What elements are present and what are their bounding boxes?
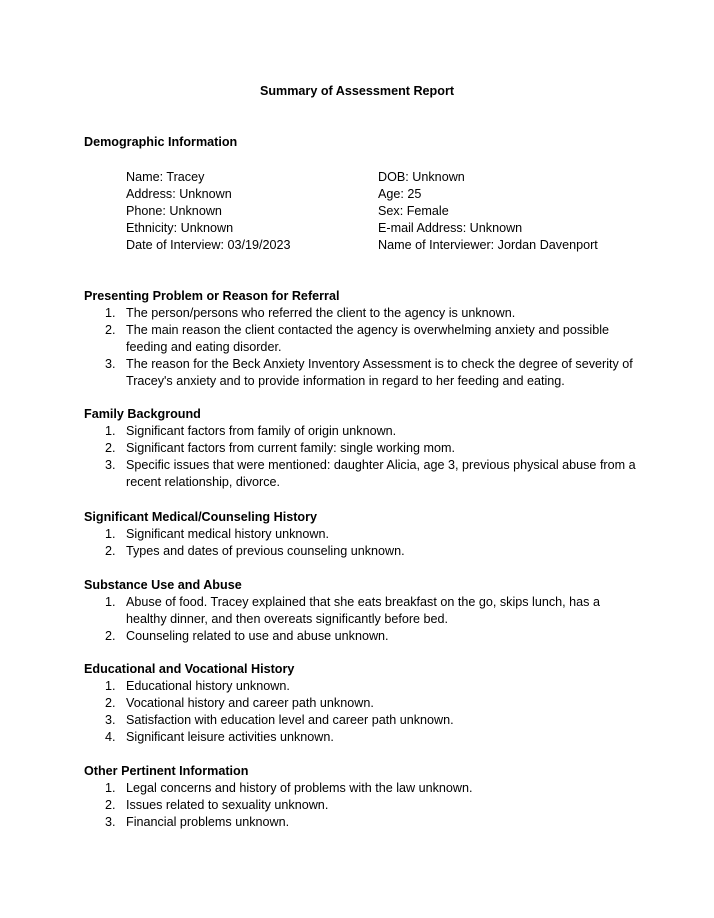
education-list [84,678,644,746]
list-item: 4. Significant leisure activities unknown. [105,730,334,744]
demographic-dob: DOB: Unknown [378,170,465,184]
other-heading: Other Pertinent Information [84,764,249,778]
list-item: 1. Educational history unknown. [105,679,290,693]
list-item: 1. Legal concerns and history of problems with the law unknown. [105,781,473,795]
list-item: 2. Counseling related to use and abuse unknown. [105,629,389,643]
demographic-ethnicity: Ethnicity: Unknown [126,221,234,235]
medical-heading: Significant Medical/Counseling History [84,510,318,524]
list-item: 3. Specific issues that were mentioned: daughter Alicia, age 3, previous physical abuse from a recent relationship, divorce. [105,458,636,489]
list-item: 1. The person/persons who referred the client to the agency is unknown. [105,306,516,320]
medical-list [84,526,644,560]
demographic-left-column [126,169,291,254]
list-item: 1. Significant medical history unknown. [105,527,330,541]
family-list [84,423,644,491]
presenting-heading: Presenting Problem or Reason for Referral [84,289,340,303]
list-item: 1. Abuse of food. Tracey explained that she eats breakfast on the go, skips lunch, has a healthy dinner, and then overeats significantly before bed. [105,595,600,626]
education-heading: Educational and Vocational History [84,662,295,676]
list-item: 3. The reason for the Beck Anxiety Inventory Assessment is to check the degree of severity of Tracey's anxiety and to provide information in regard to her feeding and eating. [105,357,633,388]
demographic-date-of-interview: Date of Interview: 03/19/2023 [126,238,291,252]
substance-list [84,594,644,645]
demographic-email: E-mail Address: Unknown [378,221,523,235]
list-item: 2. Significant factors from current family: single working mom. [105,441,455,455]
demographic-address: Address: Unknown [126,187,232,201]
list-item: 2. Vocational history and career path unknown. [105,696,374,710]
demographic-heading: Demographic Information [84,135,238,149]
substance-heading: Substance Use and Abuse [84,578,242,592]
demographic-age: Age: 25 [378,187,422,201]
demographic-sex: Sex: Female [378,204,449,218]
demographic-interviewer: Name of Interviewer: Jordan Davenport [378,238,598,252]
list-item: 3. Satisfaction with education level and career path unknown. [105,713,454,727]
list-item: 2. Types and dates of previous counseling unknown. [105,544,405,558]
demographic-phone: Phone: Unknown [126,204,222,218]
other-list [84,780,644,831]
presenting-list [84,305,644,390]
list-item: 3. Financial problems unknown. [105,815,290,829]
demographic-right-column [378,169,598,254]
list-item: 2. The main reason the client contacted the agency is overwhelming anxiety and possible feeding and eating disorder. [105,323,610,354]
family-heading: Family Background [84,407,201,421]
list-item: 1. Significant factors from family of origin unknown. [105,424,397,438]
report-title: Summary of Assessment Report [259,84,455,98]
list-item: 2. Issues related to sexuality unknown. [105,798,329,812]
demographic-name: Name: Tracey [126,170,205,184]
